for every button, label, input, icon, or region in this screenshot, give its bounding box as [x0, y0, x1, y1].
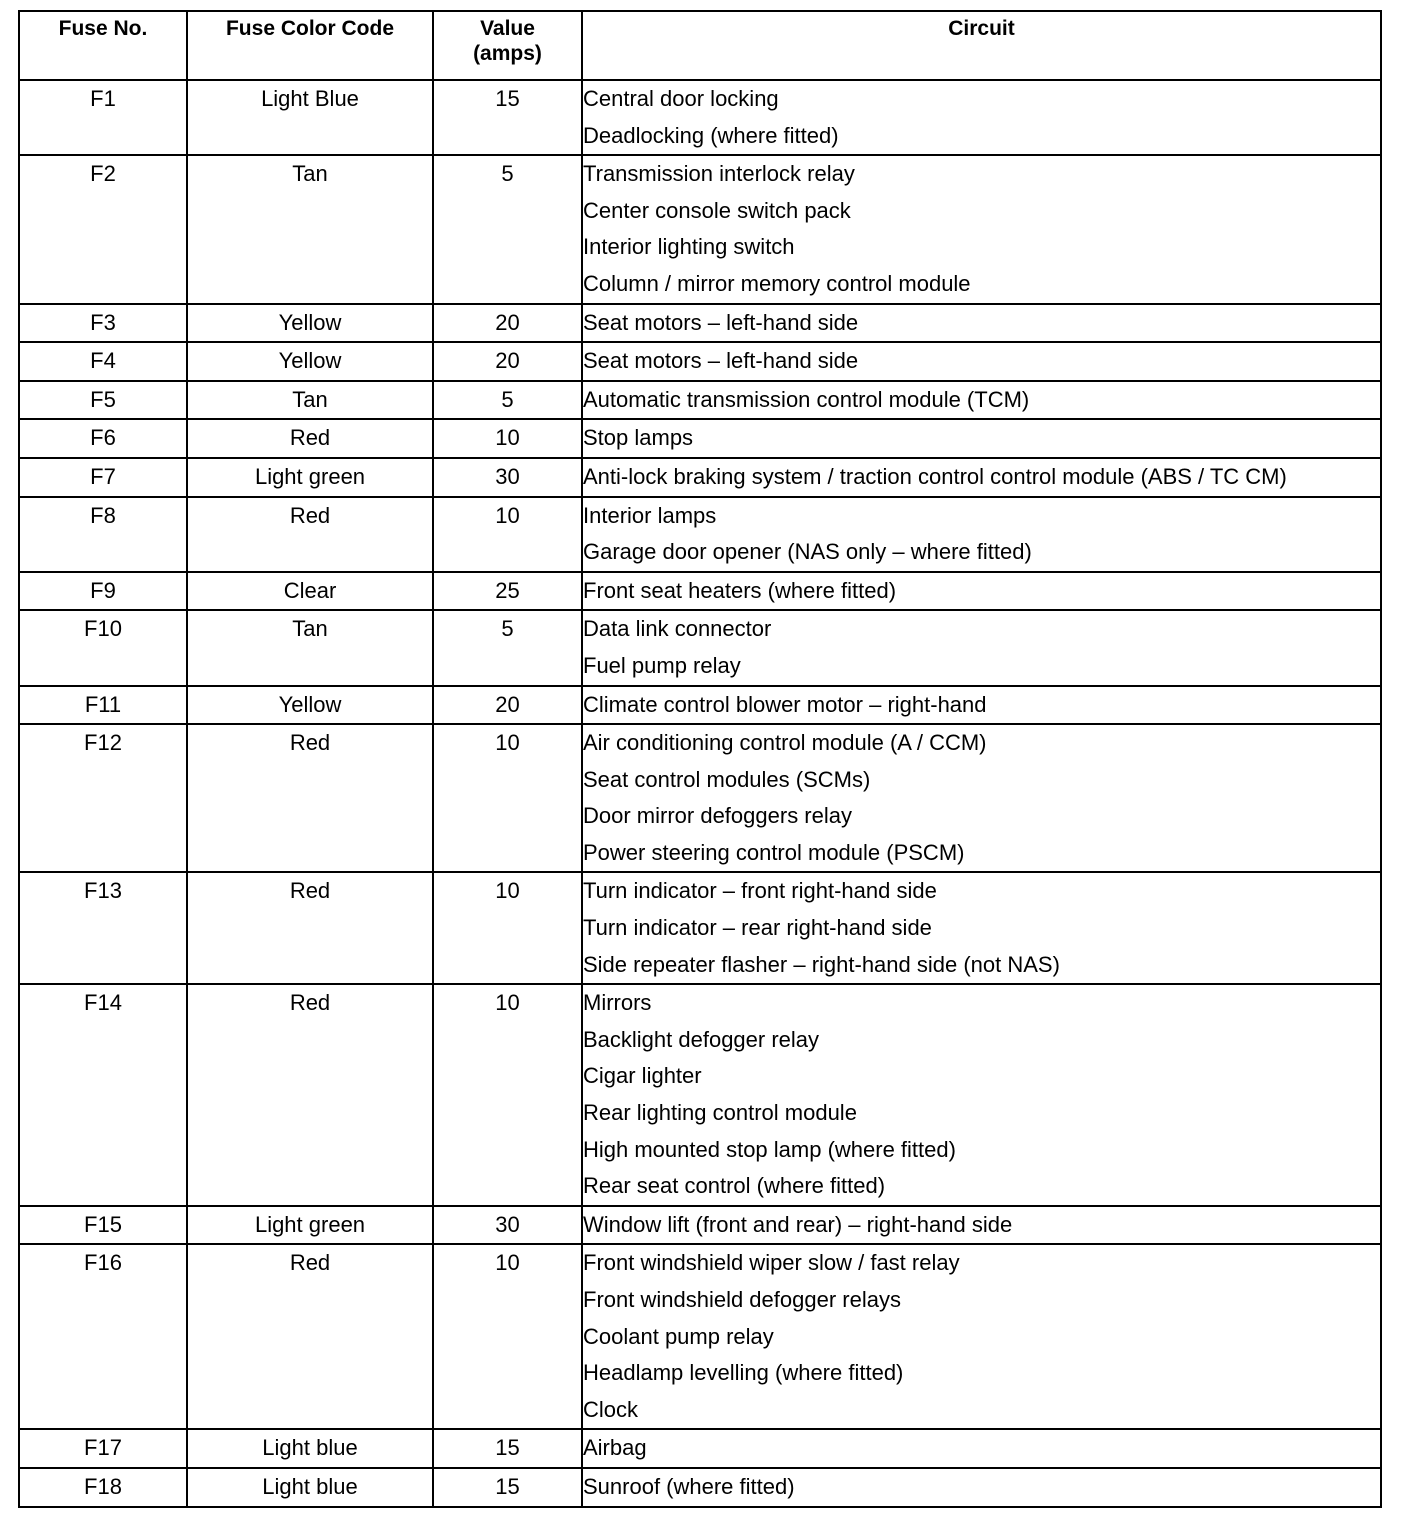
circuit-cell [582, 724, 1381, 872]
table-row [19, 872, 1381, 984]
fuse-number-cell: F17 [19, 1429, 187, 1468]
circuit-item: Power steering control module (PSCM) [583, 839, 965, 865]
circuit-item: Seat control modules (SCMs) [583, 766, 871, 792]
table-row [19, 686, 1381, 725]
circuit-cell [582, 1429, 1381, 1468]
table-row [19, 610, 1381, 685]
fuse-color-cell: Light blue [187, 1468, 433, 1507]
fuse-number-cell: F12 [19, 724, 187, 872]
fuse-amps-cell: 30 [433, 1206, 582, 1245]
fuse-number-cell: F16 [19, 1244, 187, 1429]
fuse-color-cell: Yellow [187, 686, 433, 725]
circuit-cell [582, 872, 1381, 984]
fuse-amps-cell: 5 [433, 610, 582, 685]
circuit-item: Seat motors – left-hand side [583, 348, 859, 374]
fuse-color-cell: Red [187, 984, 433, 1206]
fuse-amps-cell: 15 [433, 1429, 582, 1468]
circuit-cell [582, 80, 1381, 155]
circuit-item: Airbag [583, 1435, 647, 1461]
fuse-table [18, 10, 1382, 1508]
fuse-number-cell: F3 [19, 304, 187, 343]
circuit-item: Headlamp levelling (where fitted) [583, 1360, 904, 1386]
table-row [19, 1429, 1381, 1468]
circuit-item: Front seat heaters (where fitted) [583, 577, 897, 603]
fuse-amps-cell: 20 [433, 686, 582, 725]
fuse-color-cell: Red [187, 419, 433, 458]
fuse-color-cell: Clear [187, 572, 433, 611]
circuit-item: Side repeater flasher – right-hand side (not NAS) [583, 951, 1060, 977]
header-row [19, 11, 1381, 80]
circuit-item: Stop lamps [583, 425, 694, 451]
circuit-item: Column / mirror memory control module [583, 270, 971, 296]
circuit-item: Air conditioning control module (A / CCM) [583, 730, 987, 756]
fuse-amps-cell: 15 [433, 1468, 582, 1507]
fuse-amps-cell: 20 [433, 342, 582, 381]
table-row [19, 80, 1381, 155]
fuse-number-cell: F18 [19, 1468, 187, 1507]
fuse-amps-cell: 10 [433, 419, 582, 458]
circuit-cell [582, 610, 1381, 685]
circuit-item: Seat motors – left-hand side [583, 309, 859, 335]
fuse-color-cell: Tan [187, 155, 433, 303]
circuit-item: Mirrors [583, 990, 652, 1016]
fuse-color-cell: Tan [187, 381, 433, 420]
circuit-item: Turn indicator – rear right-hand side [583, 915, 932, 941]
fuse-number-cell: F2 [19, 155, 187, 303]
fuse-table-body [19, 80, 1381, 1507]
circuit-cell [582, 1244, 1381, 1429]
table-row [19, 572, 1381, 611]
circuit-item: Sunroof (where fitted) [583, 1473, 795, 1499]
circuit-item: Interior lighting switch [583, 234, 795, 260]
circuit-item: Front windshield defogger relays [583, 1287, 901, 1312]
circuit-item: Automatic transmission control module (TCM) [583, 386, 1030, 412]
circuit-item: Climate control blower motor – right-hand [583, 691, 987, 717]
fuse-number-cell: F14 [19, 984, 187, 1206]
fuse-number-cell: F13 [19, 872, 187, 984]
fuse-number-cell: F8 [19, 497, 187, 572]
fuse-number-cell: F10 [19, 610, 187, 685]
circuit-cell [582, 419, 1381, 458]
header-fuse-no: Fuse No. [19, 11, 187, 80]
fuse-color-cell: Light blue [187, 1429, 433, 1468]
fuse-color-cell: Tan [187, 610, 433, 685]
fuse-color-cell: Red [187, 497, 433, 572]
circuit-cell [582, 155, 1381, 303]
table-row [19, 1206, 1381, 1245]
circuit-item: Center console switch pack [583, 197, 851, 223]
circuit-cell [582, 686, 1381, 725]
table-row [19, 342, 1381, 381]
circuit-item: Backlight defogger relay [583, 1026, 820, 1052]
fuse-number-cell: F6 [19, 419, 187, 458]
circuit-item: Rear seat control (where fitted) [583, 1173, 886, 1199]
fuse-amps-cell: 15 [433, 80, 582, 155]
circuit-item: Fuel pump relay [583, 652, 741, 678]
circuit-item: Transmission interlock relay [583, 161, 855, 187]
header-circuit: Circuit [582, 11, 1381, 80]
fuse-amps-cell: 10 [433, 872, 582, 984]
table-row [19, 419, 1381, 458]
fuse-color-cell: Red [187, 872, 433, 984]
fuse-color-cell: Red [187, 724, 433, 872]
table-row [19, 497, 1381, 572]
fuse-amps-cell: 5 [433, 381, 582, 420]
fuse-color-cell: Red [187, 1244, 433, 1429]
fuse-amps-cell: 25 [433, 572, 582, 611]
circuit-cell [582, 497, 1381, 572]
circuit-item: Coolant pump relay [583, 1323, 774, 1349]
header-color-code: Fuse Color Code [187, 11, 433, 80]
fuse-amps-cell: 10 [433, 497, 582, 572]
circuit-item: Interior lamps [583, 502, 717, 528]
circuit-cell [582, 984, 1381, 1206]
circuit-item: Front windshield wiper slow / fast relay [583, 1250, 960, 1276]
circuit-cell [582, 342, 1381, 381]
circuit-item: Window lift (front and rear) – right-hand side [583, 1211, 1013, 1237]
fuse-number-cell: F11 [19, 686, 187, 725]
fuse-number-cell: F1 [19, 80, 187, 155]
fuse-amps-cell: 10 [433, 984, 582, 1206]
fuse-amps-cell: 10 [433, 1244, 582, 1429]
fuse-number-cell: F5 [19, 381, 187, 420]
fuse-number-cell: F9 [19, 572, 187, 611]
circuit-item: Cigar lighter [583, 1063, 702, 1089]
circuit-cell [582, 458, 1381, 497]
circuit-item: Data link connector [583, 616, 772, 642]
table-row [19, 458, 1381, 497]
circuit-item: Garage door opener (NAS only – where fitted) [583, 539, 1032, 565]
circuit-item: Door mirror defoggers relay [583, 803, 852, 829]
circuit-cell [582, 1468, 1381, 1507]
fuse-color-cell: Yellow [187, 342, 433, 381]
circuit-cell [582, 1206, 1381, 1245]
fuse-color-cell: Light Blue [187, 80, 433, 155]
fuse-number-cell: F15 [19, 1206, 187, 1245]
circuit-item: Anti-lock braking system / traction control control module (ABS / TC CM) [583, 463, 1287, 489]
circuit-item: Clock [583, 1396, 639, 1422]
fuse-amps-cell: 10 [433, 724, 582, 872]
table-row [19, 155, 1381, 303]
circuit-item: High mounted stop lamp (where fitted) [583, 1136, 956, 1162]
circuit-item: Central door locking [583, 86, 779, 111]
circuit-cell [582, 381, 1381, 420]
circuit-cell [582, 572, 1381, 611]
fuse-color-cell: Light green [187, 1206, 433, 1245]
fuse-number-cell: F7 [19, 458, 187, 497]
fuse-amps-cell: 20 [433, 304, 582, 343]
circuit-item: Deadlocking (where fitted) [583, 122, 839, 148]
header-value: Value (amps) [433, 11, 582, 80]
circuit-cell [582, 304, 1381, 343]
table-row [19, 381, 1381, 420]
circuit-item: Turn indicator – front right-hand side [583, 878, 937, 904]
circuit-item: Rear lighting control module [583, 1100, 857, 1126]
fuse-color-cell: Yellow [187, 304, 433, 343]
fuse-amps-cell: 5 [433, 155, 582, 303]
table-row [19, 1468, 1381, 1507]
table-row [19, 304, 1381, 343]
fuse-amps-cell: 30 [433, 458, 582, 497]
fuse-number-cell: F4 [19, 342, 187, 381]
table-row [19, 984, 1381, 1206]
table-row [19, 1244, 1381, 1429]
table-row [19, 724, 1381, 872]
fuse-color-cell: Light green [187, 458, 433, 497]
